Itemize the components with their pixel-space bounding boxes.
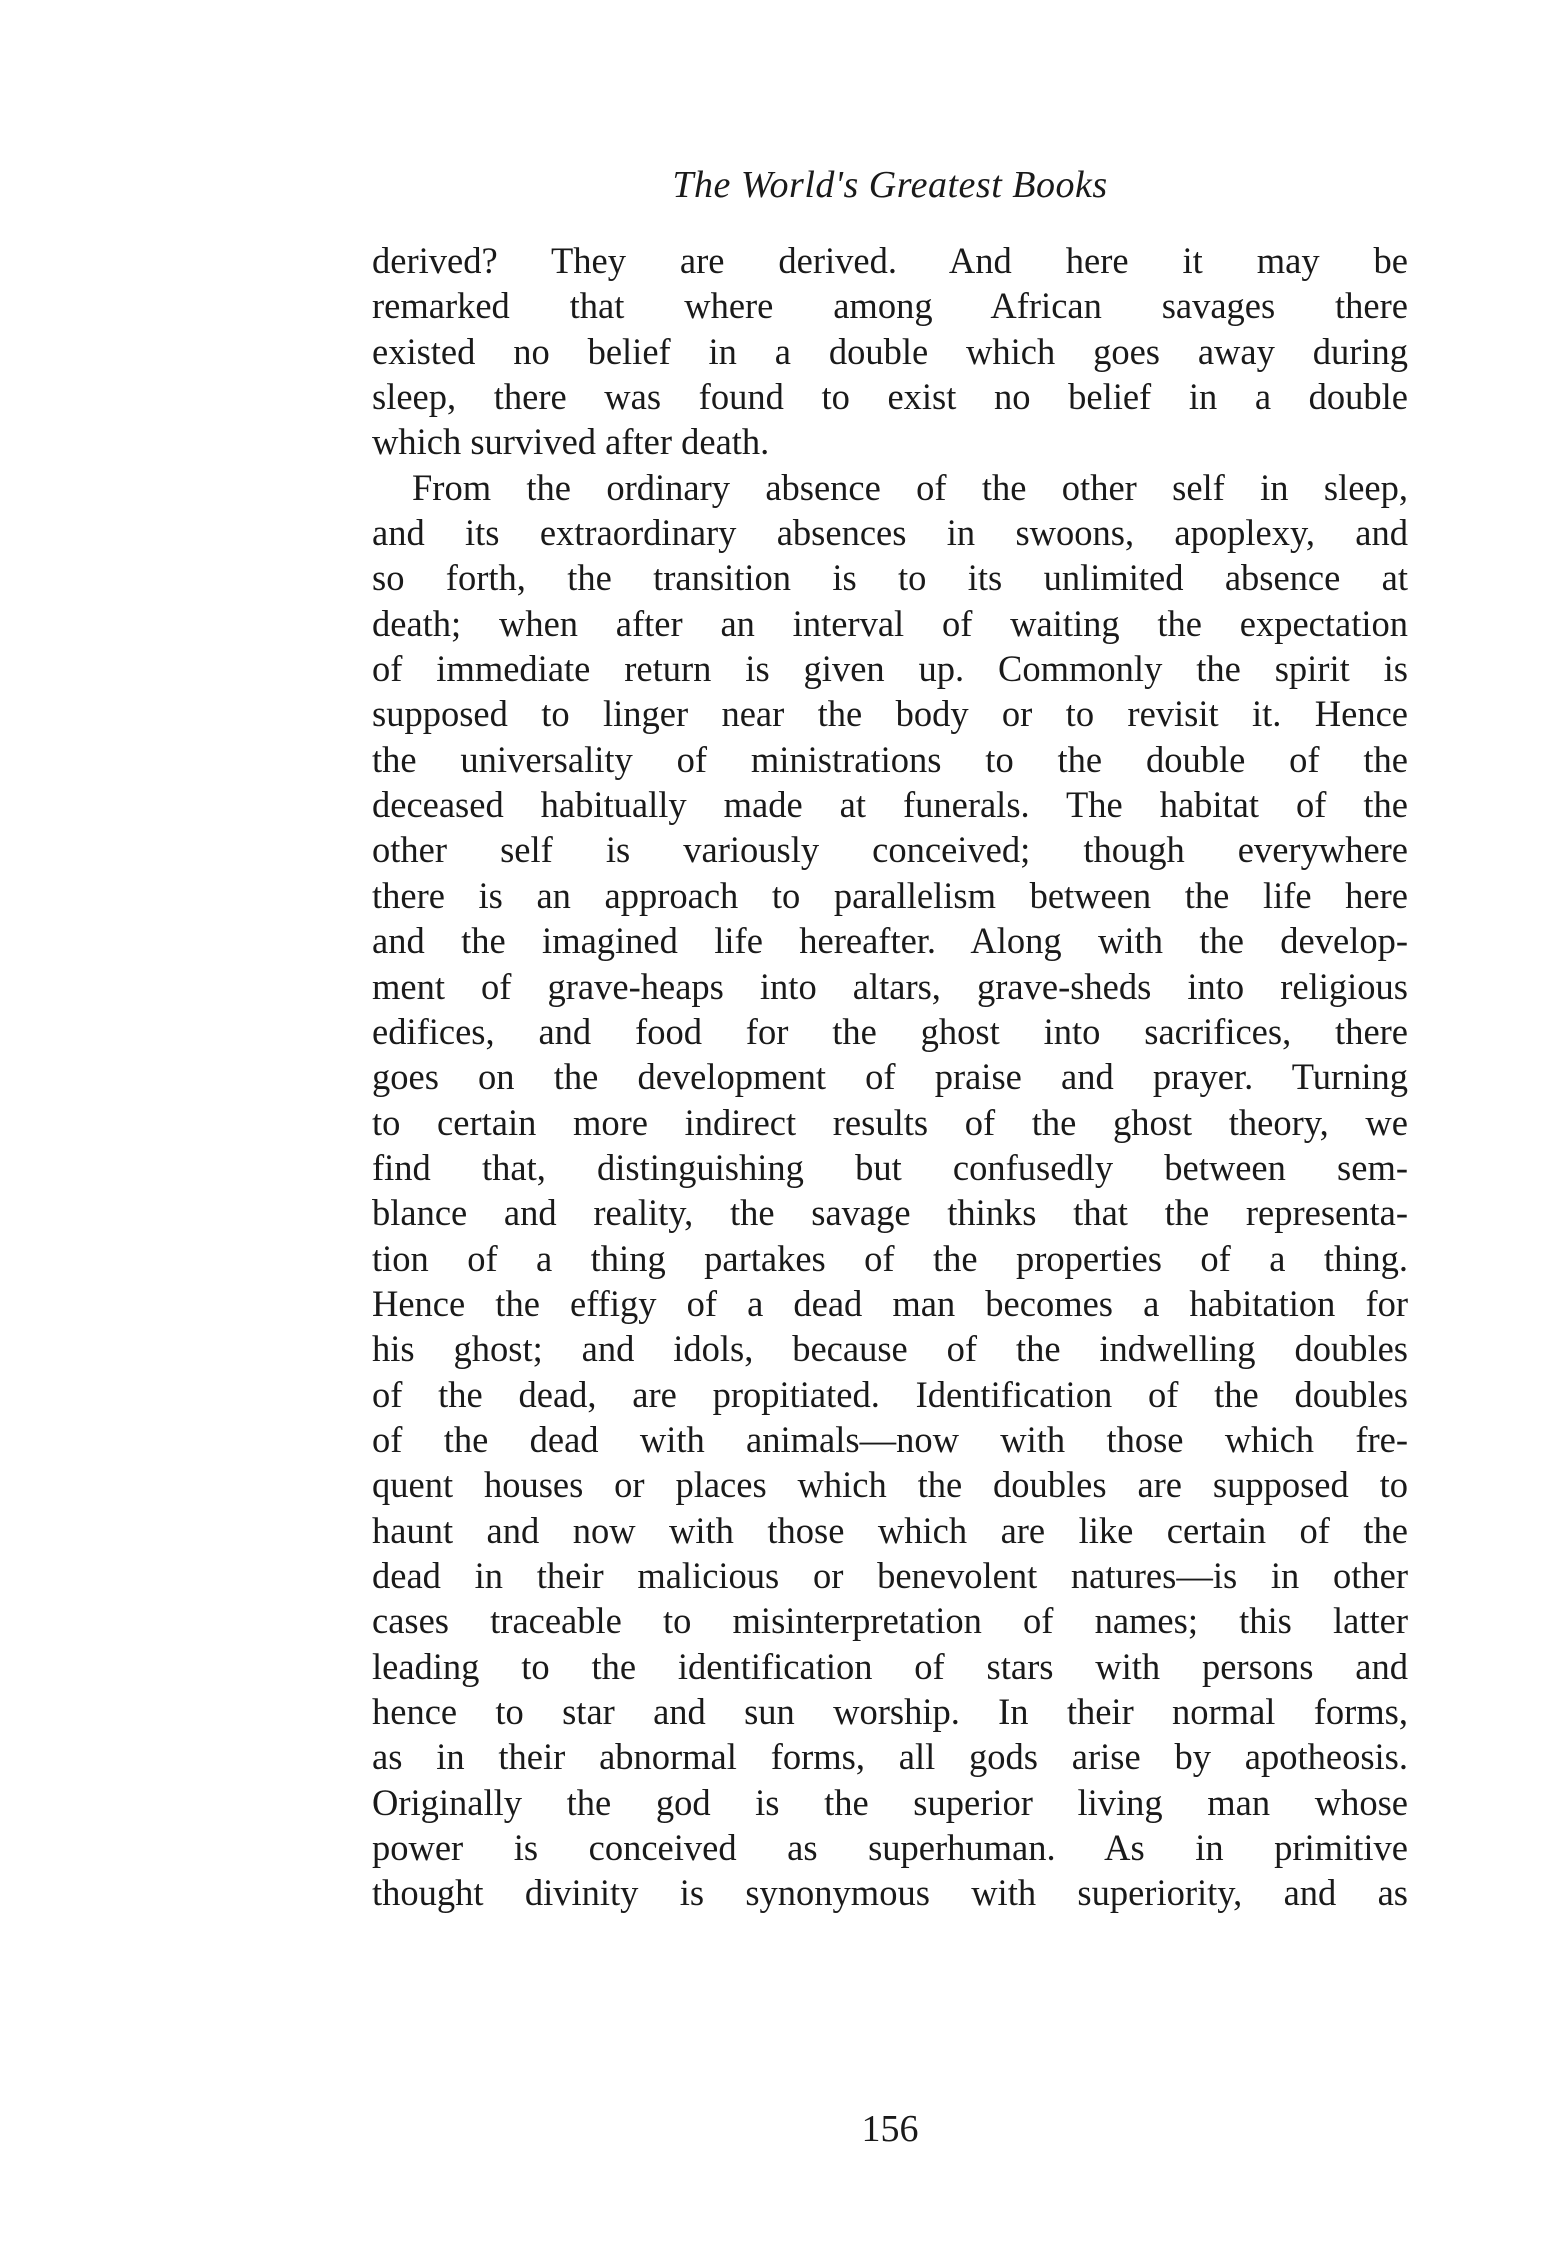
text-line: the universality of ministrations to the double of the (372, 738, 1408, 780)
text-line: supposed to linger near the body or to revisit it. Hence (372, 693, 1408, 735)
page-number: 156 (861, 2108, 919, 2150)
text-line: death; when after an interval of waiting the expectation (372, 602, 1408, 644)
text-line: quent houses or places which the doubles are supposed to (372, 1464, 1408, 1506)
text-line: dead in their malicious or benevolent natures—is in other (372, 1554, 1408, 1596)
text-line: other self is variously conceived; though everywhere (372, 829, 1408, 871)
text-line: ment of grave-heaps into altars, grave-sheds into religious (372, 965, 1408, 1007)
text-line: his ghost; and idols, because of the indwelling doubles (372, 1328, 1408, 1370)
text-line: of the dead, are propitiated. Identification of the doubles (372, 1373, 1408, 1415)
body-text (372, 238, 1408, 1916)
text-line: to certain more indirect results of the ghost theory, we (372, 1101, 1408, 1143)
text-line: goes on the development of praise and prayer. Turning (372, 1056, 1408, 1098)
text-line: hence to star and sun worship. In their normal forms, (372, 1691, 1408, 1732)
text-line: so forth, the transition is to its unlimited absence at (372, 557, 1408, 599)
text-line: and its extraordinary absences in swoons, apoplexy, and (372, 512, 1408, 554)
text-line: Hence the effigy of a dead man becomes a habitation for (372, 1282, 1408, 1324)
text-line: tion of a thing partakes of the properties of a thing. (372, 1237, 1408, 1279)
text-line: blance and reality, the savage thinks that the representa- (372, 1192, 1408, 1234)
text-line: of the dead with animals—now with those which fre- (372, 1418, 1408, 1460)
text-line: there is an approach to parallelism between the life here (372, 874, 1408, 916)
text-line: existed no belief in a double which goes away during (372, 330, 1408, 372)
text-line: Originally the god is the superior living man whose (372, 1781, 1408, 1823)
paragraph-start-line: From the ordinary absence of the other self in sleep, (412, 466, 1408, 508)
text-line: of immediate return is given up. Commonly the spirit is (372, 648, 1408, 690)
text-line: find that, distinguishing but confusedly between sem- (372, 1146, 1408, 1188)
text-line: as in their abnormal forms, all gods arise by apotheosis. (372, 1736, 1408, 1778)
text-line: power is conceived as superhuman. As in primitive (372, 1827, 1408, 1869)
text-line: which survived after death. (372, 421, 770, 463)
text-line: cases traceable to misinterpretation of names; this latter (372, 1600, 1408, 1642)
text-line: derived? They are derived. And here it may be (372, 240, 1408, 281)
text-line: deceased habitually made at funerals. The habitat of the (372, 784, 1408, 826)
text-line: thought divinity is synonymous with superiority, and as (372, 1872, 1408, 1914)
text-line: and the imagined life hereafter. Along with the develop- (372, 920, 1408, 962)
running-title: The World's Greatest Books (672, 164, 1108, 206)
text-line: leading to the identification of stars with persons and (372, 1645, 1408, 1687)
text-line: edifices, and food for the ghost into sacrifices, there (372, 1010, 1408, 1052)
text-line: sleep, there was found to exist no belief in a double (372, 376, 1408, 418)
text-line: haunt and now with those which are like certain of the (372, 1509, 1408, 1551)
text-line: remarked that where among African savages there (372, 285, 1408, 327)
